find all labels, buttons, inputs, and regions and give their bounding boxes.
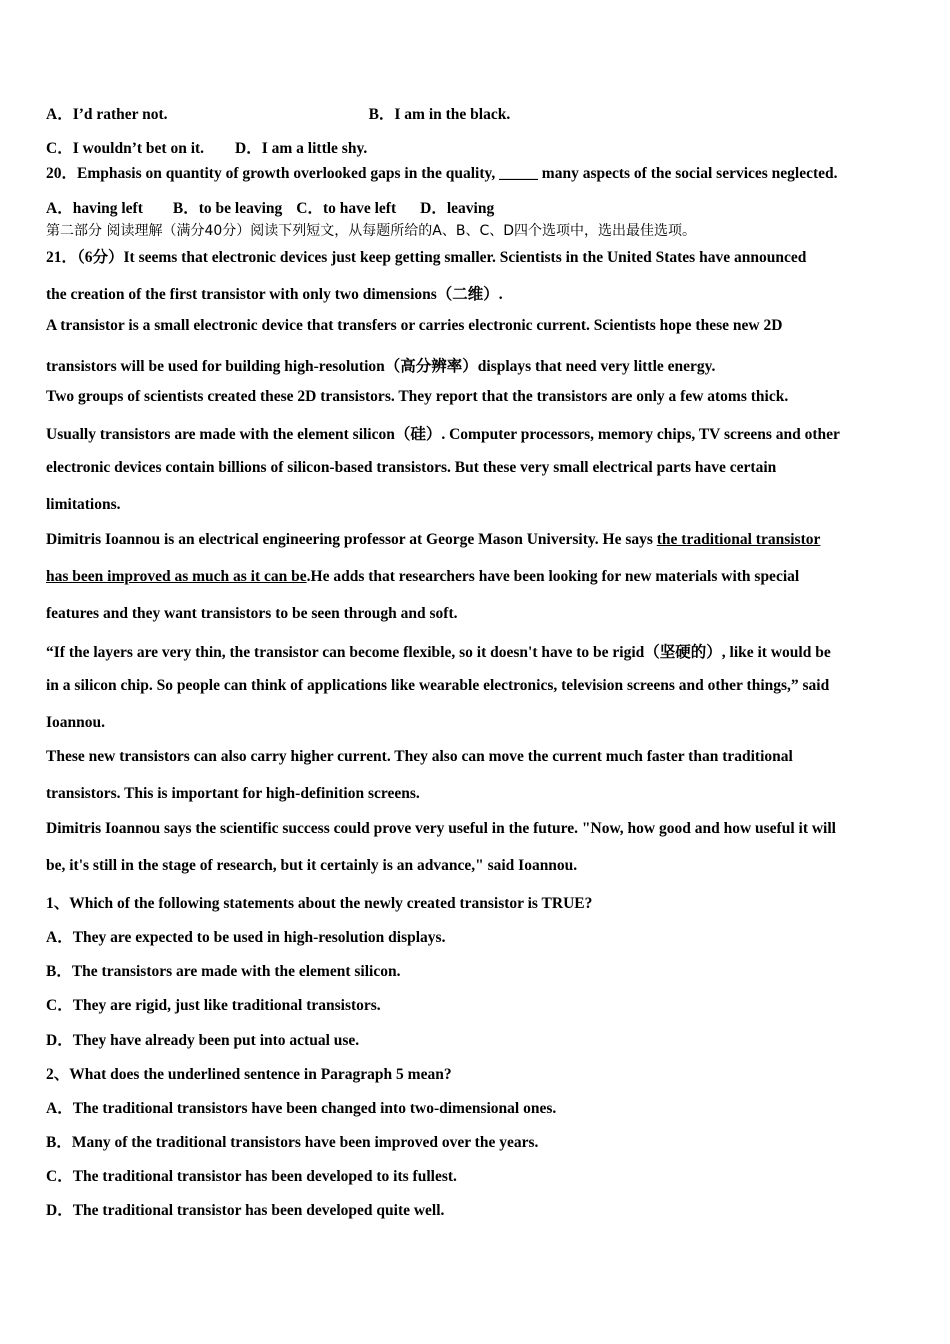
- subquestion-2-option-b: B．Many of the traditional transistors have been improved over the years.: [46, 1134, 539, 1151]
- passage-line: electronic devices contain billions of silicon-based transistors. But these very small electrical parts have certain: [46, 459, 777, 476]
- subquestion-2-option-c: C．The traditional transistor has been developed to its fullest.: [46, 1168, 457, 1185]
- q19-options-row1: [46, 102, 510, 124]
- q20-option-a: A．having left: [46, 200, 143, 217]
- passage-line: transistors. This is important for high-definition screens.: [46, 785, 420, 802]
- passage-line: Usually transistors are made with the element silicon（硅）. Computer processors, memory chips, TV screens and other: [46, 426, 840, 443]
- passage-line: limitations.: [46, 496, 121, 513]
- q19-options-row2: [46, 136, 367, 158]
- subquestion-2-option-a: A．The traditional transistors have been changed into two-dimensional ones.: [46, 1100, 557, 1117]
- q19-option-b: B．I am in the black.: [368, 106, 511, 123]
- q19-option-d: D．I am a little shy.: [235, 140, 368, 157]
- subquestion-1-option-d: D．They have already been put into actual use.: [46, 1032, 360, 1049]
- subquestion-2-stem: 2、What does the underlined sentence in Paragraph 5 mean?: [46, 1066, 452, 1083]
- q19-option-a: A．I’d rather not.: [46, 106, 168, 123]
- q20-option-b: B．to be leaving: [172, 200, 283, 217]
- passage-line: in a silicon chip. So people can think of applications like wearable electronics, television screens and other things,” said: [46, 677, 830, 694]
- passage-text: .He adds that researchers have been looking for new materials with special: [306, 568, 800, 585]
- passage-line: [46, 568, 799, 586]
- underlined-sentence: the traditional transistor: [656, 531, 821, 548]
- passage-line: Ioannou.: [46, 714, 106, 731]
- passage-line: be, it's still in the stage of research, but it certainly is an advance," said Ioannou.: [46, 857, 578, 874]
- subquestion-1-option-a: A．They are expected to be used in high-resolution displays.: [46, 929, 446, 946]
- underlined-sentence: has been improved as much as it can be: [46, 568, 307, 585]
- section-header: 第二部分 阅读理解（满分40分）阅读下列短文，从每题所给的A、B、C、D四个选项中，选出最佳选项。: [46, 223, 696, 239]
- subquestion-2-option-d: D．The traditional transistor has been developed quite well.: [46, 1202, 445, 1219]
- passage-line: Two groups of scientists created these 2D transistors. They report that the transistors are only a few atoms thick.: [46, 388, 789, 405]
- passage-line: transistors will be used for building high-resolution（高分辨率）displays that need very little energy.: [46, 358, 716, 375]
- q20-option-d: D．leaving: [420, 200, 495, 217]
- passage-line: “If the layers are very thin, the transistor can become flexible, so it doesn't have to be rigid（坚硬的）, like it would be: [46, 644, 831, 661]
- q20-stem: 20．Emphasis on quantity of growth overlooked gaps in the quality, _____ many aspects of the social services neglected.: [46, 165, 838, 182]
- passage-line: Dimitris Ioannou says the scientific success could prove very useful in the future. "Now, how good and how useful it will: [46, 820, 836, 837]
- passage-line: [46, 531, 820, 549]
- q20-options: [46, 196, 494, 218]
- passage-line: These new transistors can also carry higher current. They also can move the current much faster than traditional: [46, 748, 793, 765]
- passage-line: A transistor is a small electronic device that transfers or carries electronic current. Scientists hope these new 2D: [46, 317, 783, 334]
- passage-line: the creation of the first transistor with only two dimensions（二维）.: [46, 286, 503, 303]
- q19-option-c: C．I wouldn’t bet on it.: [46, 140, 205, 157]
- passage-text: Dimitris Ioannou is an electrical engineering professor at George Mason University. He says: [46, 531, 657, 548]
- passage-line: 21．（6分）It seems that electronic devices just keep getting smaller. Scientists in the United States have announced: [46, 249, 807, 266]
- q20-option-c: C．to have left: [296, 200, 397, 217]
- passage-line: features and they want transistors to be seen through and soft.: [46, 605, 458, 622]
- subquestion-1-option-b: B．The transistors are made with the element silicon.: [46, 963, 401, 980]
- subquestion-1-option-c: C．They are rigid, just like traditional transistors.: [46, 997, 381, 1014]
- subquestion-1-stem: 1、Which of the following statements about the newly created transistor is TRUE?: [46, 895, 593, 912]
